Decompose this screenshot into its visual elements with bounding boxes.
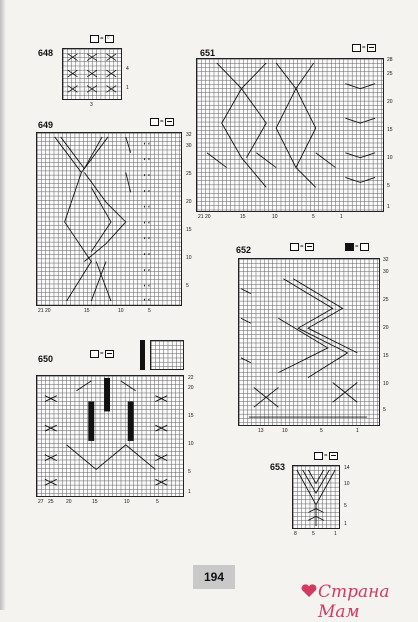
svg-text:◐ ◐: ◐ ◐ xyxy=(143,173,151,179)
svg-text:◐ ◐: ◐ ◐ xyxy=(143,141,151,147)
chart-649-grid xyxy=(36,132,182,306)
chart-648-grid xyxy=(62,48,122,100)
chart-652-row-label: 25 xyxy=(383,297,389,303)
chart-650-row-label: 15 xyxy=(188,413,194,419)
svg-text:◐ ◐: ◐ ◐ xyxy=(143,284,151,290)
chart-652-col-label: 1 xyxy=(356,428,359,434)
chart-652-col-label: 10 xyxy=(282,428,288,434)
chart-653-col-label: 1 xyxy=(334,531,337,537)
svg-text:◐ ◐: ◐ ◐ xyxy=(143,252,151,258)
chart-650-col-label: 25 xyxy=(48,499,54,505)
chart-651-col-label: 1 xyxy=(340,214,343,220)
chart-652-col-label: 13 xyxy=(258,428,264,434)
chart-650-grid xyxy=(36,375,184,497)
chart-650-row-label: 1 xyxy=(188,489,191,495)
chart-651-cables xyxy=(197,59,383,211)
chart-650-key-grid xyxy=(150,340,184,370)
chart-653-key: = xyxy=(314,452,338,460)
chart-649-row-label: 15 xyxy=(186,227,192,233)
svg-text:◐ ◐: ◐ ◐ xyxy=(143,157,151,163)
chart-652-row-label: 15 xyxy=(383,353,389,359)
chart-652-col-label: 5 xyxy=(320,428,323,434)
chart-650-col-label: 10 xyxy=(124,499,130,505)
chart-649-col-label: 10 xyxy=(118,308,124,314)
chart-651-col-label: 15 xyxy=(240,214,246,220)
chart-652-key: = xyxy=(290,243,314,251)
watermark: Страна Мам xyxy=(318,582,390,622)
chart-650-col-label: 15 xyxy=(92,499,98,505)
chart-651-row-label: 1 xyxy=(387,204,390,210)
chart-651-key: = xyxy=(352,44,376,52)
svg-text:◐ ◐: ◐ ◐ xyxy=(143,236,151,242)
chart-648-key: = ○ xyxy=(90,35,114,43)
chart-649-row-label: 20 xyxy=(186,199,192,205)
chart-649-row-label: 30 xyxy=(186,143,192,149)
chart-653-cables xyxy=(293,466,339,528)
chart-652-row-label: 5 xyxy=(383,407,386,413)
chart-653-row-label: 14 xyxy=(344,465,350,471)
chart-651-row-label: 10 xyxy=(387,155,393,161)
chart-648-row-label: 1 xyxy=(126,85,129,91)
chart-653-row-label: 10 xyxy=(344,481,350,487)
chart-649-cables xyxy=(37,133,181,305)
chart-649-col-label: 5 xyxy=(148,308,151,314)
chart-650-col-label: 5 xyxy=(156,499,159,505)
chart-651-col-label: 5 xyxy=(312,214,315,220)
chart-650-key: = xyxy=(90,350,114,358)
chart-649-row-label: 5 xyxy=(186,283,189,289)
chart-651-row-label: 5 xyxy=(387,183,390,189)
chart-652-number: 652 xyxy=(236,245,252,255)
chart-652-row-label: 30 xyxy=(383,269,389,275)
chart-653-col-label: 5 xyxy=(312,531,315,537)
chart-651-row-label: 28 xyxy=(387,57,393,63)
chart-650-row-label: 10 xyxy=(188,441,194,447)
chart-651-row-label: 25 xyxy=(387,71,393,77)
chart-650-key-bar xyxy=(140,340,145,370)
chart-650-row-label: 5 xyxy=(188,469,191,475)
svg-text:◐ ◐: ◐ ◐ xyxy=(143,220,151,226)
chart-651-grid xyxy=(196,58,384,212)
chart-649-col-label: 21 20 xyxy=(38,308,51,314)
heart-icon xyxy=(300,584,318,598)
chart-649-row-label: 32 xyxy=(186,132,192,138)
chart-651-row-label: 15 xyxy=(387,127,393,133)
chart-651-col-label: 10 xyxy=(272,214,278,220)
chart-652-row-label: 10 xyxy=(383,381,389,387)
chart-652-cables xyxy=(239,259,379,425)
chart-652-row-label: 20 xyxy=(383,325,389,331)
chart-651-number: 651 xyxy=(200,48,216,58)
chart-648-row-label: 4 xyxy=(126,66,129,72)
chart-651-row-label: 20 xyxy=(387,99,393,105)
chart-648-number: 648 xyxy=(38,48,54,58)
chart-653-col-label: 8 xyxy=(294,531,297,537)
chart-649-row-label: 10 xyxy=(186,255,192,261)
chart-649-number: 649 xyxy=(38,120,54,130)
chart-652-row-label: 32 xyxy=(383,257,389,263)
page-number: 194 xyxy=(193,565,235,589)
chart-650-cables xyxy=(37,376,183,496)
svg-text:◐ ◐: ◐ ◐ xyxy=(143,189,151,195)
chart-653-number: 653 xyxy=(270,462,286,472)
chart-650-row-label: 22 xyxy=(188,375,194,381)
chart-652-grid xyxy=(238,258,380,426)
chart-653-row-label: 1 xyxy=(344,521,347,527)
svg-text:◐ ◐: ◐ ◐ xyxy=(143,205,151,211)
chart-650-number: 650 xyxy=(38,354,54,364)
chart-650-row-label: 20 xyxy=(188,385,194,391)
page-edge-shadow xyxy=(0,0,6,610)
chart-653-grid xyxy=(292,465,340,529)
chart-649-key: = xyxy=(150,118,174,126)
chart-648-cables xyxy=(63,49,121,99)
chart-650-col-label: 20 xyxy=(66,499,72,505)
chart-650-col-label: 27 xyxy=(38,499,44,505)
svg-text:◐ ◐: ◐ ◐ xyxy=(143,298,151,304)
chart-651-col-label: 21 20 xyxy=(198,214,211,220)
chart-652-key-2: = xyxy=(345,243,369,251)
chart-649-row-label: 25 xyxy=(186,171,192,177)
svg-text:◐ ◐: ◐ ◐ xyxy=(143,268,151,274)
chart-648-col-label: 3 xyxy=(90,102,93,108)
chart-649-col-label: 15 xyxy=(84,308,90,314)
chart-653-row-label: 5 xyxy=(344,503,347,509)
